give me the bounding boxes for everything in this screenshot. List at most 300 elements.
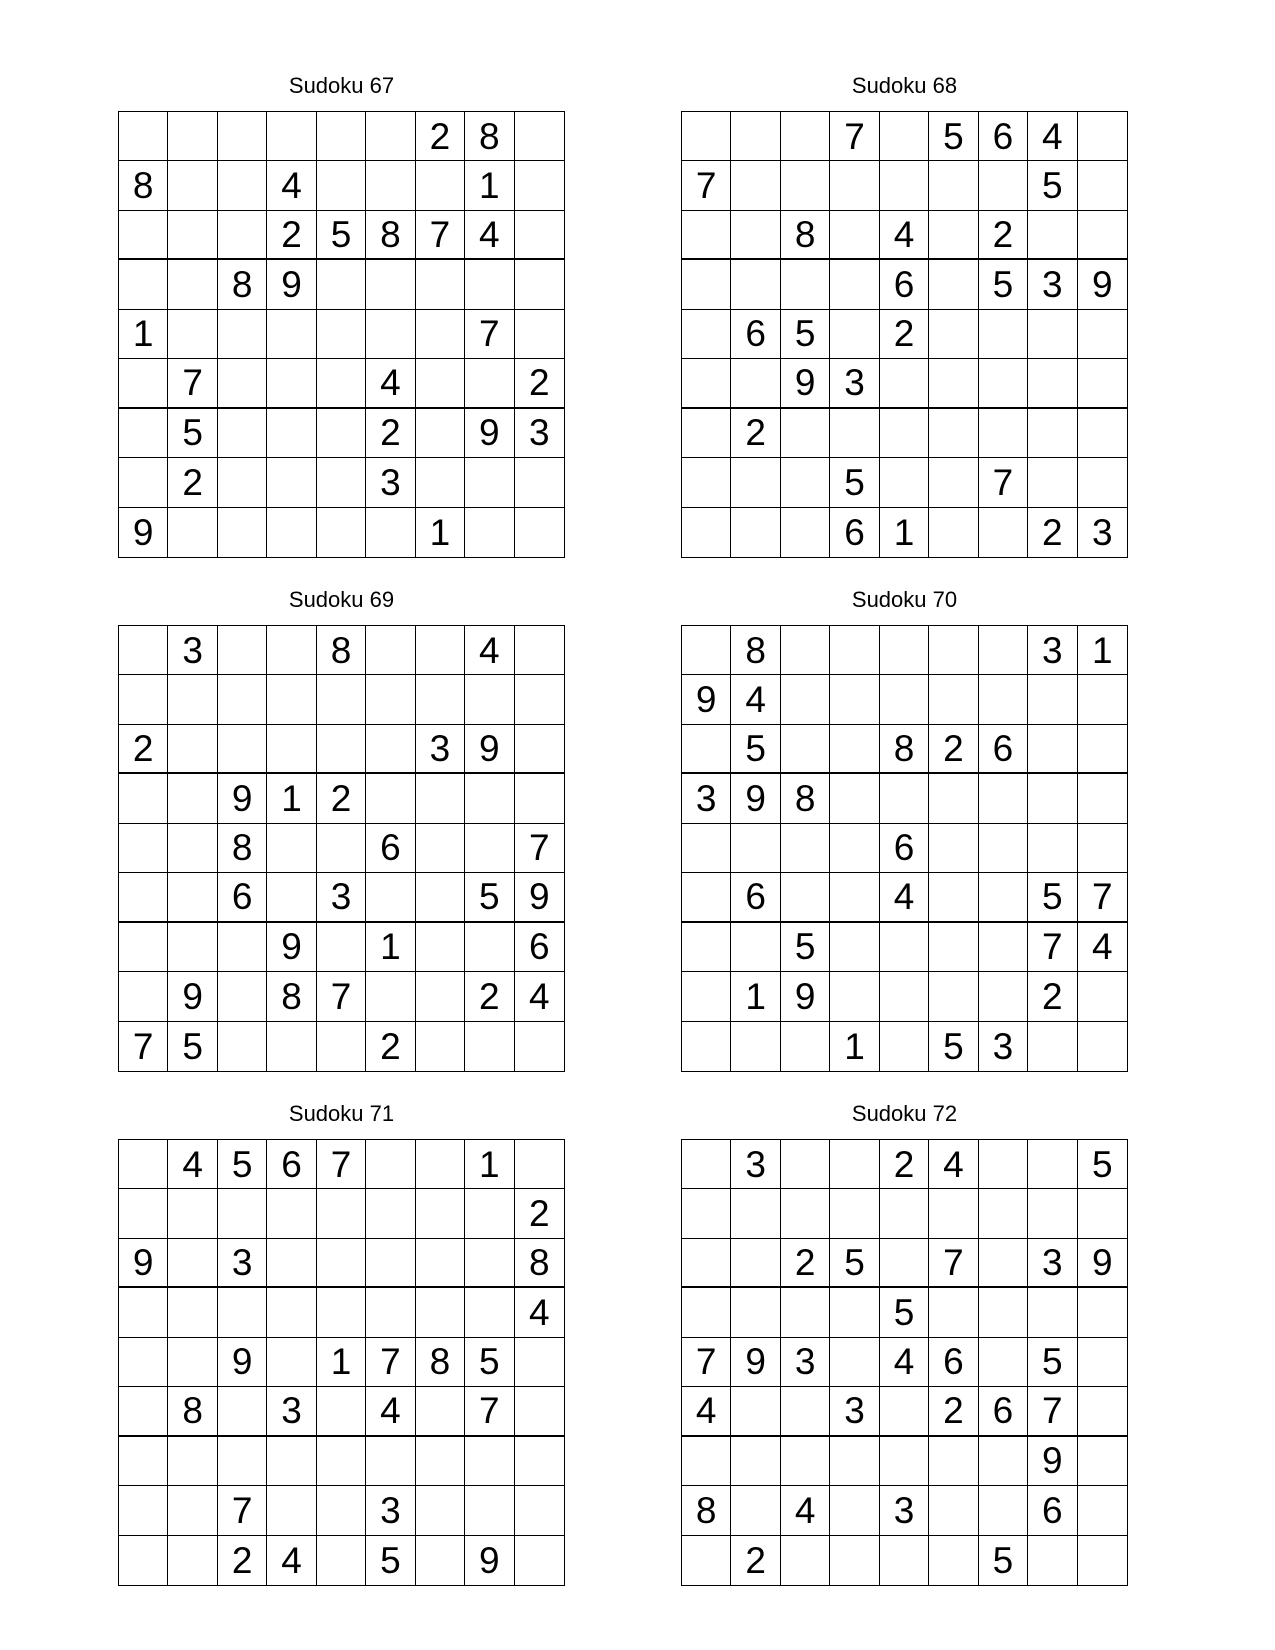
empty-cell	[1078, 409, 1127, 458]
empty-cell	[830, 972, 879, 1021]
given-digit-cell: 5	[781, 923, 830, 972]
empty-cell	[880, 1189, 929, 1238]
empty-cell	[781, 824, 830, 873]
given-digit-cell: 5	[218, 1140, 267, 1189]
empty-cell	[682, 260, 731, 309]
empty-cell	[880, 1387, 929, 1436]
empty-cell	[317, 409, 366, 458]
empty-cell	[168, 1239, 217, 1288]
empty-cell	[731, 260, 780, 309]
empty-cell	[731, 1288, 780, 1337]
empty-cell	[979, 675, 1028, 724]
given-digit-cell: 8	[119, 161, 168, 210]
empty-cell	[218, 1437, 267, 1486]
empty-cell	[1078, 675, 1127, 724]
empty-cell	[515, 1536, 564, 1585]
given-digit-cell: 7	[929, 1239, 978, 1288]
empty-cell	[781, 1022, 830, 1071]
empty-cell	[168, 161, 217, 210]
empty-cell	[731, 161, 780, 210]
given-digit-cell: 7	[1078, 873, 1127, 922]
empty-cell	[781, 725, 830, 774]
empty-cell	[1028, 1288, 1077, 1337]
empty-cell	[1028, 310, 1077, 359]
empty-cell	[366, 1437, 415, 1486]
given-digit-cell: 7	[515, 824, 564, 873]
given-digit-cell: 5	[168, 409, 217, 458]
given-digit-cell: 7	[366, 1338, 415, 1387]
puzzle-title: Sudoku 67	[288, 73, 395, 98]
given-digit-cell: 4	[465, 626, 514, 675]
empty-cell	[168, 508, 217, 557]
empty-cell	[682, 972, 731, 1021]
given-digit-cell: 3	[218, 1239, 267, 1288]
given-digit-cell: 4	[366, 1387, 415, 1436]
sudoku-grid	[118, 111, 565, 558]
empty-cell	[929, 260, 978, 309]
empty-cell	[218, 359, 267, 408]
empty-cell	[682, 458, 731, 507]
given-digit-cell: 3	[1091, 511, 1113, 553]
empty-cell	[781, 458, 830, 507]
empty-cell	[267, 1022, 316, 1071]
empty-cell	[731, 508, 780, 557]
empty-cell	[366, 112, 415, 161]
given-digit-cell: 6	[979, 1387, 1028, 1436]
empty-cell	[119, 359, 168, 408]
given-digit-cell: 7	[1028, 923, 1077, 972]
empty-cell	[515, 1338, 564, 1387]
empty-cell	[830, 675, 879, 724]
given-digit-cell: 8	[366, 211, 415, 260]
empty-cell	[830, 873, 879, 922]
empty-cell	[218, 923, 267, 972]
empty-cell	[267, 458, 316, 507]
given-digit-cell: 9	[168, 972, 217, 1021]
given-digit-cell: 6	[979, 112, 1028, 161]
empty-cell	[515, 1437, 564, 1486]
empty-cell	[416, 1387, 465, 1436]
given-digit-cell: 4	[929, 1140, 978, 1189]
empty-cell	[119, 1486, 168, 1535]
empty-cell	[731, 824, 780, 873]
given-digit-cell: 2	[465, 972, 514, 1021]
empty-cell	[168, 675, 217, 724]
given-digit-cell: 3	[682, 774, 731, 823]
empty-cell	[168, 873, 217, 922]
empty-cell	[682, 725, 731, 774]
given-digit-cell: 2	[416, 112, 465, 161]
given-digit-cell: 3	[366, 1486, 415, 1535]
empty-cell	[1078, 161, 1127, 210]
empty-cell	[929, 359, 978, 408]
given-digit-cell: 4	[366, 359, 415, 408]
given-digit-cell: 1	[119, 310, 168, 359]
empty-cell	[929, 675, 978, 724]
empty-cell	[317, 1022, 366, 1071]
empty-cell	[168, 112, 217, 161]
given-digit-cell: 5	[929, 1022, 978, 1071]
empty-cell	[416, 923, 465, 972]
given-digit-cell: 5	[1028, 1338, 1077, 1387]
empty-cell	[168, 1486, 217, 1535]
empty-cell	[317, 359, 366, 408]
given-digit-cell: 9	[119, 508, 168, 557]
empty-cell	[1028, 1536, 1077, 1585]
given-digit-cell: 3	[515, 409, 564, 458]
empty-cell	[366, 1140, 415, 1189]
empty-cell	[979, 161, 1028, 210]
empty-cell	[1078, 1486, 1127, 1535]
empty-cell	[317, 112, 366, 161]
empty-cell	[880, 458, 929, 507]
empty-cell	[682, 359, 731, 408]
given-digit-cell: 4	[1078, 923, 1127, 972]
empty-cell	[979, 1140, 1028, 1189]
given-digit-cell: 4	[515, 972, 564, 1021]
empty-cell	[119, 1536, 168, 1585]
empty-cell	[880, 409, 929, 458]
given-digit-cell: 5	[979, 260, 1028, 309]
empty-cell	[267, 112, 316, 161]
empty-cell	[929, 409, 978, 458]
given-digit-cell: 2	[781, 1239, 830, 1288]
empty-cell	[929, 458, 978, 507]
empty-cell	[119, 112, 168, 161]
empty-cell	[880, 112, 929, 161]
empty-cell	[366, 260, 415, 309]
empty-cell	[465, 1022, 514, 1071]
empty-cell	[218, 725, 267, 774]
given-digit-cell: 1	[317, 1338, 366, 1387]
empty-cell	[366, 1189, 415, 1238]
empty-cell	[267, 626, 316, 675]
empty-cell	[416, 873, 465, 922]
empty-cell	[1028, 1140, 1077, 1189]
given-digit-cell: 9	[218, 774, 267, 823]
empty-cell	[416, 1536, 465, 1585]
given-digit-cell: 5	[731, 725, 780, 774]
given-digit-cell: 7	[830, 112, 879, 161]
empty-cell	[119, 873, 168, 922]
empty-cell	[682, 1189, 731, 1238]
given-digit-cell: 7	[168, 359, 217, 408]
empty-cell	[317, 824, 366, 873]
empty-cell	[465, 260, 514, 309]
empty-cell	[880, 1239, 929, 1288]
empty-cell	[317, 725, 366, 774]
given-digit-cell: 1	[880, 508, 929, 557]
empty-cell	[218, 675, 267, 724]
given-digit-cell: 6	[880, 260, 929, 309]
given-digit-cell: 5	[830, 458, 879, 507]
given-digit-cell: 1	[465, 161, 514, 210]
empty-cell	[682, 1140, 731, 1189]
empty-cell	[880, 1437, 929, 1486]
empty-cell	[1028, 359, 1077, 408]
empty-cell	[119, 409, 168, 458]
empty-cell	[1028, 725, 1077, 774]
empty-cell	[317, 1536, 366, 1585]
empty-cell	[682, 310, 731, 359]
empty-cell	[267, 725, 316, 774]
given-digit-cell: 4	[880, 873, 929, 922]
empty-cell	[979, 409, 1028, 458]
given-digit-cell: 6	[515, 923, 564, 972]
empty-cell	[1028, 1022, 1077, 1071]
empty-cell	[218, 409, 267, 458]
empty-cell	[317, 260, 366, 309]
empty-cell	[880, 359, 929, 408]
empty-cell	[465, 1486, 514, 1535]
empty-cell	[1078, 1022, 1127, 1071]
empty-cell	[515, 1140, 564, 1189]
empty-cell	[317, 923, 366, 972]
empty-cell	[781, 1536, 830, 1585]
empty-cell	[465, 359, 514, 408]
empty-cell	[366, 626, 415, 675]
empty-cell	[317, 458, 366, 507]
given-digit-cell: 5	[1028, 161, 1077, 210]
given-digit-cell: 3	[880, 1486, 929, 1535]
given-digit-cell: 9	[465, 1536, 514, 1585]
empty-cell	[168, 1189, 217, 1238]
empty-cell	[781, 1140, 830, 1189]
given-digit-cell: 5	[366, 1536, 415, 1585]
empty-cell	[979, 1288, 1028, 1337]
empty-cell	[119, 972, 168, 1021]
empty-cell	[515, 458, 564, 507]
empty-cell	[267, 1288, 316, 1337]
empty-cell	[267, 508, 316, 557]
empty-cell	[218, 972, 267, 1021]
given-digit-cell: 2	[317, 774, 366, 823]
empty-cell	[781, 873, 830, 922]
empty-cell	[929, 1189, 978, 1238]
given-digit-cell: 4	[880, 211, 929, 260]
empty-cell	[731, 211, 780, 260]
empty-cell	[929, 211, 978, 260]
empty-cell	[267, 1437, 316, 1486]
empty-cell	[119, 675, 168, 724]
given-digit-cell: 7	[682, 1338, 731, 1387]
empty-cell	[515, 161, 564, 210]
empty-cell	[1078, 774, 1127, 823]
empty-cell	[1078, 1338, 1127, 1387]
empty-cell	[781, 1189, 830, 1238]
empty-cell	[830, 1288, 879, 1337]
puzzle-title: Sudoku 72	[851, 1101, 958, 1126]
given-digit-cell: 4	[682, 1387, 731, 1436]
empty-cell	[218, 112, 267, 161]
given-digit-cell: 5	[830, 1239, 879, 1288]
given-digit-cell: 7	[979, 458, 1028, 507]
empty-cell	[1078, 310, 1127, 359]
empty-cell	[168, 774, 217, 823]
empty-cell	[416, 161, 465, 210]
empty-cell	[317, 1189, 366, 1238]
empty-cell	[929, 1288, 978, 1337]
given-digit-cell: 4	[880, 1338, 929, 1387]
empty-cell	[880, 161, 929, 210]
empty-cell	[515, 112, 564, 161]
empty-cell	[929, 873, 978, 922]
given-digit-cell: 4	[731, 675, 780, 724]
given-digit-cell: 4	[1028, 112, 1077, 161]
empty-cell	[168, 824, 217, 873]
empty-cell	[1028, 211, 1077, 260]
given-digit-cell: 6	[366, 824, 415, 873]
given-digit-cell: 8	[731, 626, 780, 675]
given-digit-cell: 3	[267, 1387, 316, 1436]
empty-cell	[682, 1239, 731, 1288]
empty-cell	[465, 774, 514, 823]
empty-cell	[731, 1189, 780, 1238]
given-digit-cell: 3	[366, 458, 415, 507]
empty-cell	[119, 1288, 168, 1337]
empty-cell	[979, 1338, 1028, 1387]
given-digit-cell: 5	[1028, 873, 1077, 922]
given-digit-cell: 2	[880, 310, 929, 359]
given-digit-cell: 3	[1028, 626, 1077, 675]
empty-cell	[119, 824, 168, 873]
empty-cell	[119, 923, 168, 972]
empty-cell	[465, 508, 514, 557]
empty-cell	[880, 972, 929, 1021]
given-digit-cell: 6	[218, 873, 267, 922]
given-digit-cell: 2	[929, 1387, 978, 1436]
puzzle-title: Sudoku 70	[851, 587, 958, 612]
empty-cell	[830, 260, 879, 309]
given-digit-cell: 5	[880, 1288, 929, 1337]
empty-cell	[979, 774, 1028, 823]
given-digit-cell: 8	[515, 1239, 564, 1288]
empty-cell	[317, 1288, 366, 1337]
given-digit-cell: 8	[781, 211, 830, 260]
empty-cell	[515, 626, 564, 675]
empty-cell	[1078, 112, 1127, 161]
empty-cell	[416, 1189, 465, 1238]
empty-cell	[830, 310, 879, 359]
given-digit-cell: 8	[168, 1387, 217, 1436]
empty-cell	[1028, 409, 1077, 458]
given-digit-cell: 5	[465, 873, 514, 922]
given-digit-cell: 3	[830, 1387, 879, 1436]
empty-cell	[830, 409, 879, 458]
empty-cell	[929, 1437, 978, 1486]
empty-cell	[781, 1288, 830, 1337]
empty-cell	[880, 774, 929, 823]
given-digit-cell: 9	[781, 972, 830, 1021]
given-digit-cell: 9	[119, 1239, 168, 1288]
empty-cell	[880, 626, 929, 675]
empty-cell	[682, 923, 731, 972]
given-digit-cell: 7	[119, 1022, 168, 1071]
empty-cell	[119, 1437, 168, 1486]
empty-cell	[366, 725, 415, 774]
empty-cell	[168, 1536, 217, 1585]
given-digit-cell: 1	[1078, 626, 1127, 675]
empty-cell	[515, 725, 564, 774]
empty-cell	[1078, 211, 1127, 260]
empty-cell	[416, 626, 465, 675]
given-digit-cell: 3	[830, 359, 879, 408]
empty-cell	[830, 626, 879, 675]
empty-cell	[830, 923, 879, 972]
given-digit-cell: 2	[1028, 508, 1077, 557]
empty-cell	[465, 675, 514, 724]
given-digit-cell: 8	[317, 626, 366, 675]
empty-cell	[979, 508, 1028, 557]
empty-cell	[218, 1387, 267, 1436]
empty-cell	[366, 873, 415, 922]
given-digit-cell: 1	[267, 774, 316, 823]
empty-cell	[416, 774, 465, 823]
given-digit-cell: 5	[1078, 1140, 1127, 1189]
empty-cell	[366, 310, 415, 359]
given-digit-cell: 3	[979, 1022, 1028, 1071]
empty-cell	[830, 1189, 879, 1238]
given-digit-cell: 8	[781, 774, 830, 823]
empty-cell	[731, 359, 780, 408]
given-digit-cell: 1	[830, 1022, 879, 1071]
given-digit-cell: 2	[880, 1140, 929, 1189]
given-digit-cell: 4	[168, 1140, 217, 1189]
empty-cell	[515, 508, 564, 557]
given-digit-cell: 9	[731, 774, 780, 823]
given-digit-cell: 9	[465, 409, 514, 458]
given-digit-cell: 8	[682, 1486, 731, 1535]
puzzle-title: Sudoku 71	[288, 1101, 395, 1126]
empty-cell	[682, 409, 731, 458]
empty-cell	[465, 458, 514, 507]
given-digit-cell: 8	[218, 824, 267, 873]
puzzle-title: Sudoku 68	[851, 73, 958, 98]
empty-cell	[979, 1486, 1028, 1535]
empty-cell	[515, 774, 564, 823]
empty-cell	[979, 626, 1028, 675]
empty-cell	[267, 1239, 316, 1288]
empty-cell	[731, 923, 780, 972]
empty-cell	[1078, 1288, 1127, 1337]
empty-cell	[781, 626, 830, 675]
given-digit-cell: 7	[416, 211, 465, 260]
empty-cell	[929, 972, 978, 1021]
empty-cell	[218, 310, 267, 359]
empty-cell	[119, 1387, 168, 1436]
empty-cell	[416, 359, 465, 408]
empty-cell	[1028, 675, 1077, 724]
empty-cell	[515, 1387, 564, 1436]
empty-cell	[218, 458, 267, 507]
given-digit-cell: 7	[317, 972, 366, 1021]
empty-cell	[119, 458, 168, 507]
empty-cell	[830, 774, 879, 823]
given-digit-cell: 6	[731, 310, 780, 359]
empty-cell	[465, 1239, 514, 1288]
given-digit-cell: 8	[218, 260, 267, 309]
empty-cell	[366, 161, 415, 210]
empty-cell	[119, 211, 168, 260]
given-digit-cell: 2	[1028, 972, 1077, 1021]
empty-cell	[317, 1239, 366, 1288]
empty-cell	[366, 508, 415, 557]
empty-cell	[682, 1022, 731, 1071]
empty-cell	[119, 1140, 168, 1189]
empty-cell	[218, 1288, 267, 1337]
given-digit-cell: 2	[731, 409, 780, 458]
given-digit-cell: 2	[515, 359, 564, 408]
